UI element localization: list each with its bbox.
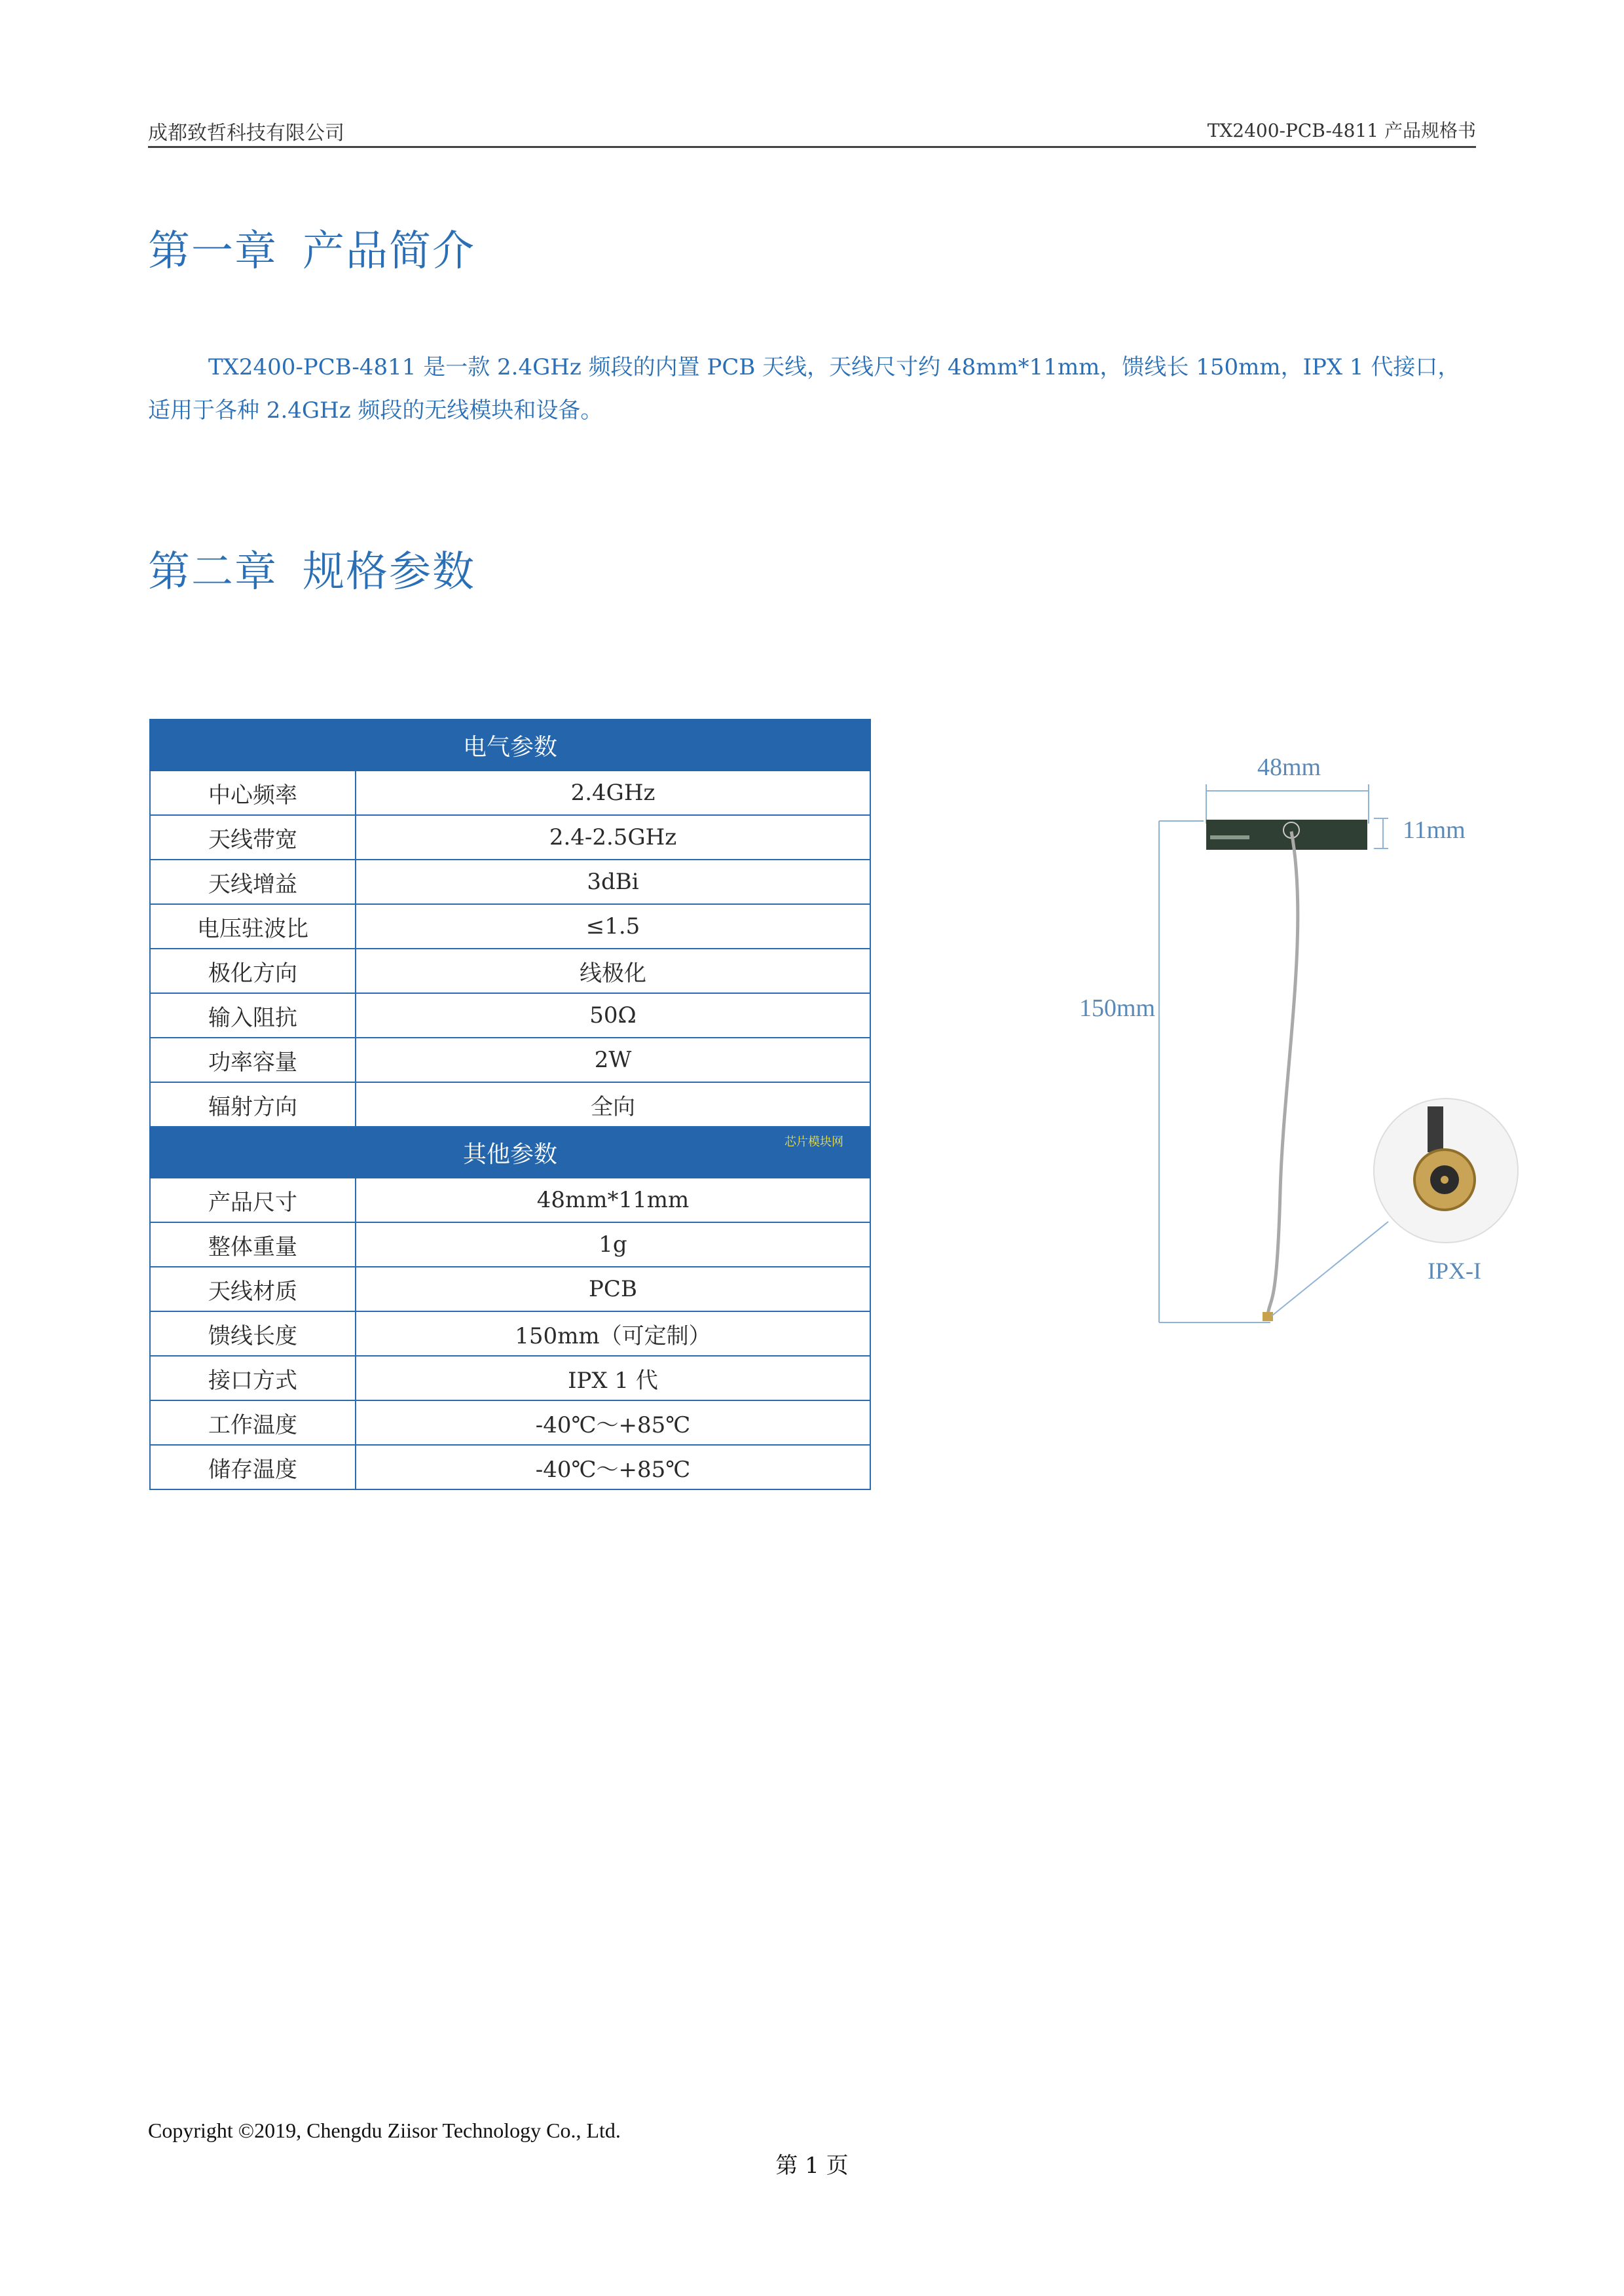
spec-key: 极化方向 [150,949,356,993]
spec-value: 50Ω [356,993,870,1038]
section-header-electrical [150,720,870,771]
spec-key: 储存温度 [150,1445,356,1489]
spec-value: 2W [356,1038,870,1082]
connector-type-label: IPX-I [1428,1258,1481,1284]
spec-row [150,771,870,815]
spec-row [150,1038,870,1082]
spec-key: 工作温度 [150,1400,356,1445]
spec-value: 150mm（可定制） [356,1311,870,1356]
cable-connector [1263,1312,1273,1321]
spec-key: 天线增益 [150,860,356,904]
feed-cable [1268,831,1298,1315]
footer-page-number: 第 1 页 [775,2153,849,2179]
section-title: 其他参数 [462,1140,557,1168]
spec-key: 天线材质 [150,1267,356,1311]
spec-key: 馈线长度 [150,1311,356,1356]
spec-value: 48mm*11mm [356,1178,870,1222]
spec-value: IPX 1 代 [356,1356,870,1400]
spec-value: 全向 [356,1082,870,1127]
chapter-2-title: 规格参数 [303,548,475,596]
spec-value: 1g [356,1222,870,1267]
spec-row [150,1356,870,1400]
spec-row [150,1400,870,1445]
spec-key: 电压驻波比 [150,904,356,949]
spec-row [150,1082,870,1127]
spec-key: 输入阻抗 [150,993,356,1038]
antenna-dimension-diagram [1061,733,1532,1349]
header-doc-title: TX2400-PCB-4811 产品规格书 [1207,120,1476,141]
spec-row [150,860,870,904]
chapter-2-heading [148,538,475,598]
spec-value: 2.4-2.5GHz [356,815,870,860]
spec-value: -40℃～+85℃ [356,1445,870,1489]
chapter-1-heading [148,217,475,278]
spec-key: 辐射方向 [150,1082,356,1127]
spec-key: 功率容量 [150,1038,356,1082]
watermark-text: 芯片模块网 [784,1135,843,1149]
header-company: 成都致哲科技有限公司 [148,122,344,145]
spec-value: 3dBi [356,860,870,904]
spec-row [150,1222,870,1267]
chapter-2-number: 第二章 [148,548,278,596]
footer-copyright: Copyright ©2019, Chengdu Ziisor Technology Co., Ltd. [148,2119,621,2142]
spec-key: 整体重量 [150,1222,356,1267]
spec-row [150,904,870,949]
spec-key: 中心频率 [150,771,356,815]
spec-row [150,1178,870,1222]
spec-value: -40℃～+85℃ [356,1400,870,1445]
chapter-1-number: 第一章 [148,227,278,276]
header-divider [148,146,1476,148]
spec-table [149,719,871,1490]
spec-row [150,1445,870,1489]
cable-length-label: 150mm [1079,994,1156,1022]
spec-row [150,1311,870,1356]
product-intro-paragraph: TX2400-PCB-4811 是一款 2.4GHz 频段的内置 PCB 天线，天线尺寸约 48mm*11mm，馈线长 150mm，IPX 1 代接口，适用于各种 2.4GHz 频段的无线模块和设备。 [148,354,1460,424]
spec-key: 接口方式 [150,1356,356,1400]
spec-row [150,815,870,860]
spec-key: 天线带宽 [150,815,356,860]
width-label: 48mm [1257,754,1321,781]
height-label: 11mm [1403,816,1466,844]
spec-row [150,949,870,993]
chapter-1-title: 产品简介 [303,227,475,276]
spec-row [150,1267,870,1311]
spec-key: 产品尺寸 [150,1178,356,1222]
spec-value: PCB [356,1267,870,1311]
spec-value: ≤1.5 [356,904,870,949]
spec-value: 线极化 [356,949,870,993]
spec-value: 2.4GHz [356,771,870,815]
section-title: 电气参数 [150,720,870,771]
spec-row [150,993,870,1038]
section-header-other [150,1127,870,1178]
